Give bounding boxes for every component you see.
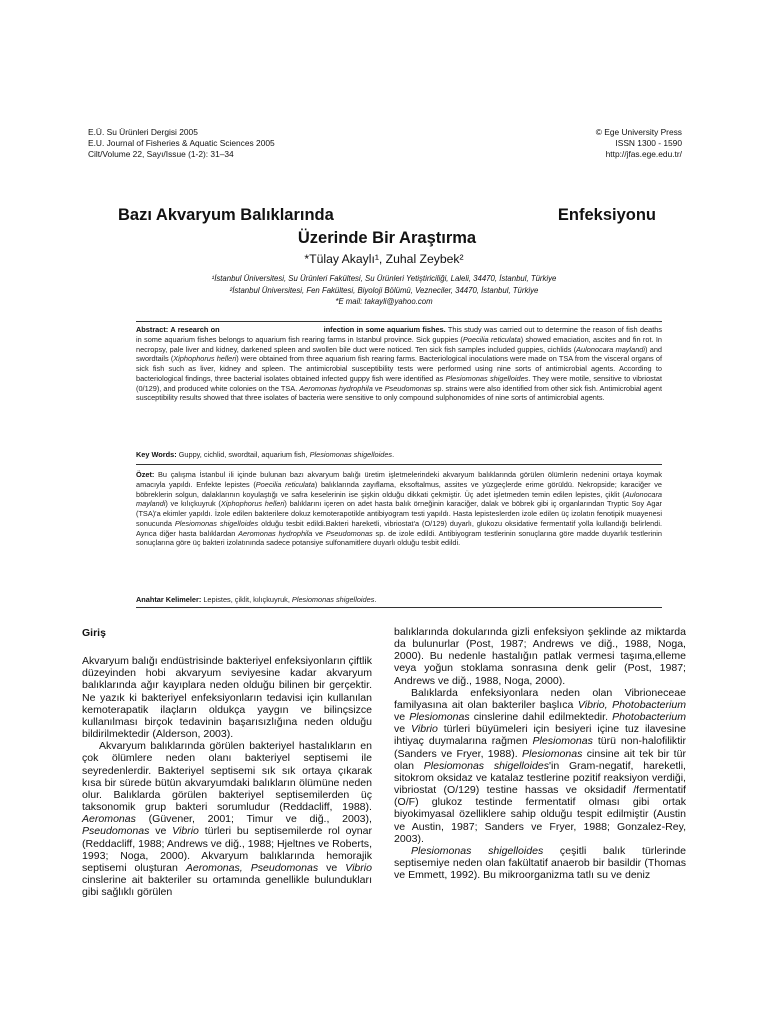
abstract-label: Abstract: A research on bbox=[136, 325, 220, 334]
intro-paragraph-4: Balıklarda enfeksiyonlara neden olan Vibrioneceae familyasına ait olan bakteriler başlıca Vibrio, Photobacterium ve Plesiomonas cinslerine dahil edilmektedir. Photobacterium ve Vibrio türleri büyümeleri için besiyeri içine tuz ilavesine ihtiyaç duymalarına rağmen Plesiomonas türü non-halofiliktir (Sanders ve Fryer, 1988). Plesiomonas cinsine ait tek bir tür olan Plesiomonas shigelloides'in Gram-negatif, hareketli, sitokrom oksidaz ve katalaz testlerine pozitif reaksiyon verdiği, vibriostat (O/129) testine hassas ve oksidadif /fermentatif (O/F) glukoz testinde fermentatif olması gibi ortak biyokimyasal özelliklere sahip olduğu tespit edilmiştir (Austin ve Austin, 1987; Sanders ve Fryer, 1988; Gonzalez-Rey, 2003). bbox=[394, 686, 686, 845]
abstract-top-rule bbox=[136, 321, 662, 322]
journal-header-left bbox=[88, 127, 275, 160]
title-line1-right: Enfeksiyonu bbox=[557, 206, 656, 224]
journal-header-right bbox=[596, 127, 682, 160]
abstract-en: Abstract: A research on infection in some aquarium fishes. This study was carried out to determine the reason of fish deaths in some aquarium fishes belongs to aquarium fish rearing farms in Istanbul province. Sick guppies (Poecilia reticulata) showed emaciation, ascites and fin rot. In necropsy, pale liver and kidney, darkened spleen and swollen bile duct were noticed. Ten sick fish samples included guppies, cichlids (Aulonocara maylandi) and swordtails (Xiphophorus helleri) were obtained from three aquarium fish rearing farms. Bacteriological inoculations were made on TSA from the visceral organs of sick fish such as liver, kidney and spleen. The antimicrobial susceptibility tests were performed using nine sorts of antimicrobial agents. According to bacteriological findings, three bacterial isolates obtained infected guppy fish were identified as Plesiomonas shigelloides. They were motile, sensitive to vibriostat (0/129), and produced white colonies on the TSA. Aeromonas hydrophila ve Pseudomonas sp. strains were also identified from other sick fish. Antimicrobial agent susceptibility results showed that three isolates of bacteria were sensitive to only compound sulphonomides of nine sorts of antimicrobial agents. bbox=[136, 325, 663, 403]
journal-name-en: E.U. Journal of Fisheries & Aquatic Sciences 2005 bbox=[88, 138, 275, 148]
ozet-label: Özet: bbox=[136, 470, 155, 479]
keywords-en: Key Words: Guppy, cichlid, swordtail, aquarium fish, Plesiomonas shigelloides. bbox=[136, 450, 395, 459]
issn: ISSN 1300 - 1590 bbox=[615, 138, 682, 148]
article-title bbox=[118, 204, 656, 250]
intro-paragraph-2: Akvaryum balıklarında görülen bakteriyel hastalıkların en çok ölümlere neden olanı bakteriyel septisemi ile seyredenlerdir. Bakteriyel septisemi sık sık ortaya çıkarak kısa bir sürede bütün akvaryumdaki balıkların ölümüne neden olur. Balıklarda görülen bakteriyel septisemilerden üç taksonomik grup bakteri sorumludur (Reddacliff, 1988). Aeromonas (Güvener, 2001; Timur ve diğ., 2003), Pseudomonas ve Vibrio türleri bu septisemilerde rol oynar (Reddacliff, 1988; Andrews ve diğ., 1988; Hjeltnes ve Roberts, 1993; Noga, 2000). Akvaryum balıklarında hemorajik septisemi oluşturan Aeromonas, Pseudomonas ve Vibrio cinslerine ait bakteriler su ortamında genellikle bulundukları gibi sağlıklı görülen bbox=[82, 740, 373, 899]
body-right-column bbox=[394, 626, 686, 881]
intro-paragraph-3: balıklarında dokularında gizli enfeksiyon şeklinde az miktarda da bulunurlar (Post, 1987; Andrews ve diğ., 1988, Noga, 2000). Bu nedenle hastalığın patlak vermesi taşıma,elleme veya yoğun stoklama sonrasına denk gelir (Post, 1987; Andrews ve diğ., 1988, Noga, 2000). bbox=[394, 626, 686, 687]
intro-paragraph-1: Akvaryum balığı endüstrisinde bakteriyel enfeksiyonların çiftlik düzeyinden hobi akvaryum seviyesine kadar akvaryum balıklarında ağır kayıplara neden olduğu bilinen bir gerçektir. Ne yazık ki bakteriyel enfeksiyonların tedavisi için kullanılan kemoterapatik ilaçların oldukça yaygın ve bilinçsizce kullanılması birçok tedavinin başarısızlığına neden olduğu bildirilmektedir (Alderson, 2003). bbox=[82, 655, 372, 741]
affiliation-1: ¹İstanbul Üniversitesi, Su Ürünleri Fakültesi, Su Ürünleri Yetiştiriciliği, Laleli, 34470, İstanbul, Türkiye bbox=[211, 274, 557, 283]
publisher: © Ege University Press bbox=[595, 127, 682, 137]
journal-name-tr: E.Ü. Su Ürünleri Dergisi 2005 bbox=[88, 127, 198, 137]
title-line1-left: Bazı Akvaryum Balıklarında bbox=[118, 206, 334, 224]
section-heading-giris: Giriş bbox=[82, 627, 106, 639]
affiliations bbox=[0, 273, 768, 308]
keywords-label: Key Words: bbox=[136, 450, 177, 459]
abstract-tr: Özet: Bu çalışma İstanbul ili içinde bulunan bazı akvaryum balığı üretim işletmelerindeki akvaryum balıklarında görülen ölümlerin nedenini ortaya koymak amacıyla yapıldı. Enfekte lepistes (Poecilia reticulata) balıklarında zayıflama, eksoftalmus, assites ve yüzgeçlerde erime görüldü. Nekropside; karaciğer ve böbreklerin solgun, dalaklarının koyulaştığı ve safra keselerinin ise şişkin olduğu dikkati çekmiştir. Üç adet işletmeden temin edilen lepistes, çiklit (Aulonocara maylandi) ve kılıçkuyruk (Xiphophorus helleri) balıklarını içeren on adet hasta balık örneğinin karaciğer, dalak ve böbrek gibi iç organlarından Tryptic Soy Agar (TSA)'a ekimler yapıldı. İzole edilen bakterilere dokuz kemoterapotikle antibiyogram testi yapıldı. Hasta lepisteslerden izole edilen üç izolatın fenotipik muayenesi sonucunda Plesiomonas shigelloides olduğu tesbit edildi.Bakteri hareketli, vibriostat'a (O/129) duyarlı, glukozu oksidative fermentatif yolla kullandığı belirlendi. Ayrıca diğer hasta balıklardan Aeromonas hydrophila ve Pseudomonas sp. de izole edildi. Antibiyogram testlerinin sonuçlarına göre madde duyarlık testlerinin sonuçlarına göre üç bakteri izolatınında sadece potansiye sulfonamitlere duyarlı olduğu tesbit edildi. bbox=[136, 470, 662, 548]
body-left-column bbox=[82, 627, 372, 898]
keywords-bottom-rule bbox=[136, 607, 662, 608]
affiliation-2: ²İstanbul Üniversitesi, Fen Fakültesi, Biyoloji Bölümü, Vezneciler, 34470, İstanbul, Türkiye bbox=[229, 285, 539, 295]
ozet-top-rule bbox=[136, 464, 662, 465]
anahtar-label: Anahtar Kelimeler: bbox=[136, 595, 202, 604]
title-line2: Üzerinde Bir Araştırma bbox=[297, 229, 477, 247]
volume-issue: Cilt/Volume 22, Sayı/Issue (1-2): 31–34 bbox=[88, 149, 234, 159]
journal-url[interactable]: http://jfas.ege.edu.tr/ bbox=[605, 149, 682, 159]
keywords-tr: Anahtar Kelimeler: Lepistes, çiklit, kılıçkuyruk, Plesiomonas shigelloides. bbox=[136, 595, 377, 604]
authors: *Tülay Akaylı¹, Zuhal Zeybek² bbox=[304, 252, 464, 266]
intro-paragraph-5: Plesiomonas shigelloides çeşitli balık türlerinde septisemiye neden olan fakültatif anaerob bir basildir (Thomas ve Emmett, 1992). Bu mikroorganizma tatlı su ve deniz bbox=[394, 844, 686, 882]
corresponding-email[interactable]: *E mail: takayli@yahoo.com bbox=[335, 297, 433, 306]
abstract-title-rest: infection in some aquarium fishes. bbox=[323, 325, 446, 334]
